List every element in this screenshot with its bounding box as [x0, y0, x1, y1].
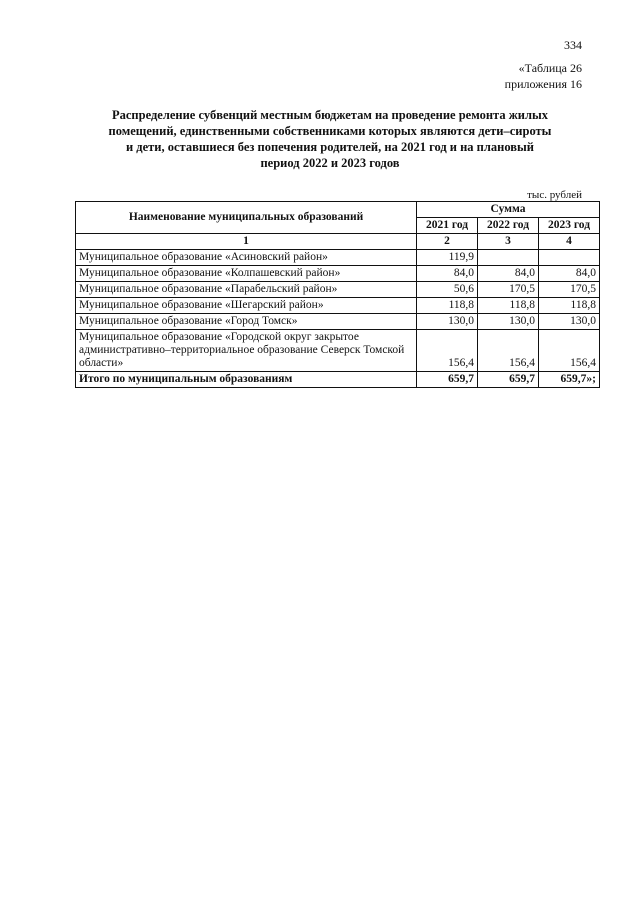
header-year: 2022 год	[478, 218, 539, 234]
value-2022: 156,4	[478, 330, 539, 372]
table-row	[76, 282, 600, 298]
value-2021: 130,0	[417, 314, 478, 330]
value-2021: 50,6	[417, 282, 478, 298]
units-label: тыс. рублей	[527, 189, 582, 201]
column-index: 4	[539, 234, 600, 250]
value-2022: 170,5	[478, 282, 539, 298]
value-2022: 84,0	[478, 266, 539, 282]
document-title	[70, 107, 590, 171]
table-row	[76, 330, 600, 372]
title-line: период 2022 и 2023 годов	[260, 156, 400, 170]
row-name: Муниципальное образование «Асиновский район»	[76, 250, 417, 266]
value-2021: 118,8	[417, 298, 478, 314]
column-index: 3	[478, 234, 539, 250]
title-line: и дети, оставшиеся без попечения родителей, на 2021 год и на плановый	[125, 140, 535, 154]
title-line: Распределение субвенций местным бюджетам на проведение ремонта жилых	[112, 108, 548, 122]
table-row	[76, 266, 600, 282]
title-line: помещений, единственными собственниками которых являются дети–сироты	[108, 124, 552, 138]
column-index-row	[76, 234, 600, 250]
row-name: Муниципальное образование «Городской округ закрытое административно–территориальное образование Северск Томской области»	[76, 330, 417, 372]
header-sum: Сумма	[417, 202, 600, 218]
total-2023: 659,7»;	[539, 372, 600, 388]
header-year: 2023 год	[539, 218, 600, 234]
table-reference-line: приложения 16	[504, 77, 582, 91]
value-2021: 84,0	[417, 266, 478, 282]
value-2021: 156,4	[417, 330, 478, 372]
table-reference	[505, 60, 582, 92]
header-name: Наименование муниципальных образований	[76, 202, 417, 234]
value-2021: 119,9	[417, 250, 478, 266]
table-row	[76, 298, 600, 314]
total-label: Итого по муниципальным образованиям	[76, 372, 417, 388]
total-2021: 659,7	[417, 372, 478, 388]
table-row	[76, 314, 600, 330]
value-2023	[539, 250, 600, 266]
row-name: Муниципальное образование «Парабельский район»	[76, 282, 417, 298]
value-2023: 118,8	[539, 298, 600, 314]
value-2023: 156,4	[539, 330, 600, 372]
page-number: 334	[564, 38, 582, 52]
value-2022: 130,0	[478, 314, 539, 330]
row-name: Муниципальное образование «Колпашевский район»	[76, 266, 417, 282]
column-index: 2	[417, 234, 478, 250]
value-2022: 118,8	[478, 298, 539, 314]
row-name: Муниципальное образование «Город Томск»	[76, 314, 417, 330]
value-2023: 84,0	[539, 266, 600, 282]
table-reference-line: «Таблица 26	[518, 61, 582, 75]
header-row	[76, 202, 600, 218]
subvention-table	[75, 201, 600, 388]
row-name: Муниципальное образование «Шегарский район»	[76, 298, 417, 314]
total-2022: 659,7	[478, 372, 539, 388]
value-2023: 170,5	[539, 282, 600, 298]
column-index: 1	[76, 234, 417, 250]
value-2022	[478, 250, 539, 266]
header-year: 2021 год	[417, 218, 478, 234]
table-row	[76, 250, 600, 266]
total-row	[76, 372, 600, 388]
value-2023: 130,0	[539, 314, 600, 330]
